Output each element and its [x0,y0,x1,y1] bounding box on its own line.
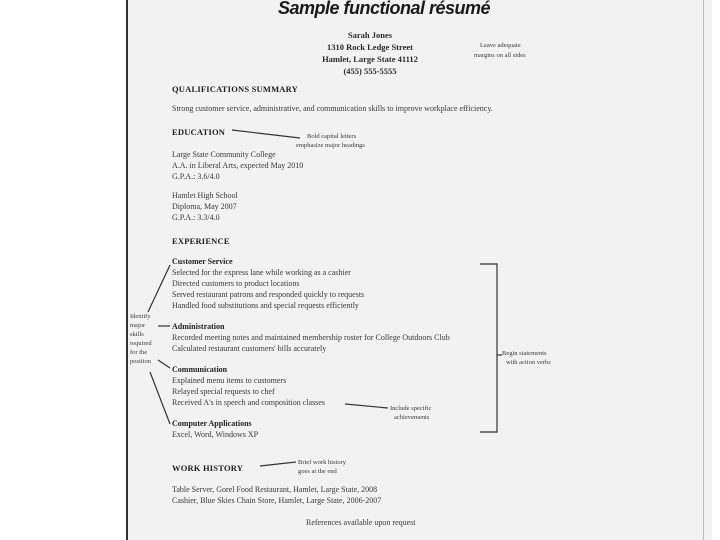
experience-item: Excel, Word, Windows XP [172,430,259,439]
experience-item: Relayed special requests to chef [172,387,275,396]
experience-group-title: Customer Service [172,257,233,266]
note-specific-2: achievements [394,414,430,421]
header-street: 1310 Rock Ledge Street [326,42,413,52]
education-line: G.P.A.: 3.6/4.0 [172,172,220,181]
arrow-communication [158,360,170,368]
note-identify-line: for the [130,349,148,356]
experience-group-title: Computer Applications [172,419,252,428]
experience-item: Handled food substitutions and special requests efficiently [172,301,359,310]
education-heading: EDUCATION [172,127,226,137]
experience-item: Received A's in speech and composition classes [172,398,325,407]
bracket-action-verbs [480,264,497,432]
note-work-history-2: goes at the end [298,468,337,475]
experience-item: Recorded meeting notes and maintained membership roster for College Outdoors Club [172,333,450,342]
references-footer: References available upon request [306,518,416,527]
note-margins-2: margins on all sides [474,52,526,59]
experience-heading: EXPERIENCE [172,236,230,246]
note-identify-line: major [130,322,146,329]
experience-group-title: Communication [172,365,228,374]
arrow-specific [345,404,388,408]
note-margins-1: Leave adequate [480,42,521,49]
education-line: Diploma, May 2007 [172,202,237,211]
document-title: Sample functional résumé [278,0,491,18]
note-identify-line: Identify [130,313,151,320]
note-identify-line: skills [130,331,144,338]
experience-item: Explained menu items to customers [172,376,287,385]
arrow-work-history [260,462,296,466]
education-line: A.A. in Liberal Arts, expected May 2010 [172,161,304,170]
work-history-line: Cashier, Blue Skies Chain Store, Hamlet, Large State, 2006-2007 [172,496,382,505]
qualifications-text: Strong customer service, administrative, and communication skills to improve workplace efficiency. [172,104,493,113]
experience-item: Selected for the express lane while working as a cashier [172,268,351,277]
experience-item: Calculated restaurant customers' bills accurately [172,344,327,353]
experience-item: Served restaurant patrons and responded quickly to requests [172,290,365,299]
note-action-verbs-2: with action verbs [506,359,551,366]
qualifications-heading: QUALIFICATIONS SUMMARY [172,84,299,94]
work-history-heading: WORK HISTORY [172,463,244,473]
header-name: Sarah Jones [347,30,393,40]
header-city: Hamlet, Large State 41112 [322,54,418,64]
note-identify-line: required [130,340,152,347]
note-action-verbs-1: Begin statements [502,350,547,357]
note-work-history-1: Brief work history [298,459,347,466]
arrow-bold-caps [232,130,300,138]
note-specific-1: Include specific [390,405,432,412]
header-phone: (455) 555-5555 [343,66,397,76]
education-line: Hamlet High School [172,191,238,200]
experience-item: Directed customers to product locations [172,279,300,288]
arrow-customer-service [148,265,170,312]
note-identify-line: position [130,358,151,365]
education-line: G.P.A.: 3.3/4.0 [172,213,220,222]
note-bold-caps-2: emphasize major headings [296,142,365,149]
experience-group-title: Administration [172,322,225,331]
note-bold-caps-1: Bold capital letters [307,133,357,140]
arrow-computer-applications [150,372,170,424]
education-line: Large State Community College [172,150,276,159]
work-history-line: Table Server, Gorel Food Restaurant, Hamlet, Large State, 2008 [172,485,378,494]
